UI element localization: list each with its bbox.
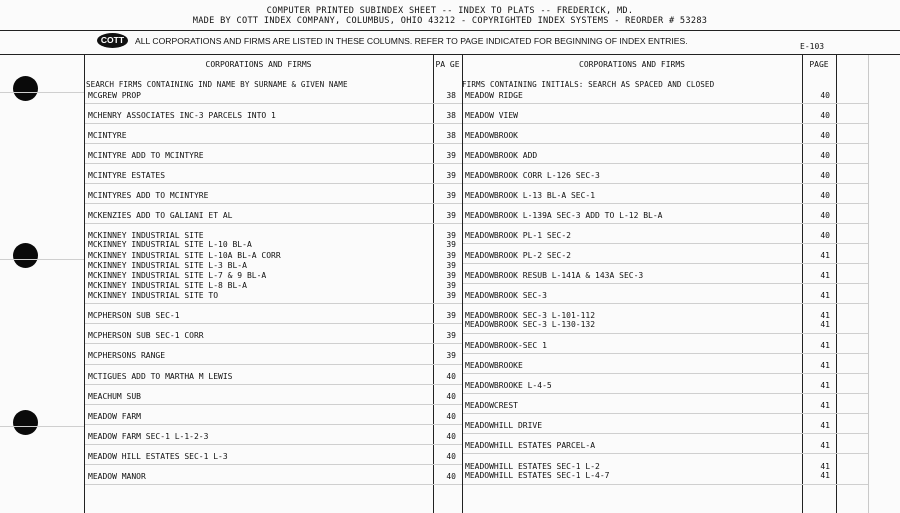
row-rule (85, 203, 462, 204)
row-rule (463, 183, 868, 184)
list-item: MEADOWBROOK L-139A SEC-3 ADD TO L-12 BL-A (465, 211, 663, 220)
right-column-heading: CORPORATIONS AND FIRMS (579, 60, 685, 69)
margin-rule (0, 92, 84, 93)
page-number: 39 (446, 261, 456, 270)
binder-hole-bottom (13, 410, 38, 435)
page-number: 40 (820, 131, 830, 140)
list-item: MEADOWBROOK SEC-3 (465, 291, 547, 300)
margin-rule (0, 426, 84, 427)
left-subheading: SEARCH FIRMS CONTAINING IND NAME BY SURNAME & GIVEN NAME (86, 80, 348, 89)
header-rule (0, 30, 900, 31)
list-item: MEADOWBROOK-SEC 1 (465, 341, 547, 350)
page-number: 39 (446, 351, 456, 360)
row-rule (85, 103, 462, 104)
row-rule (85, 484, 462, 485)
row-rule (463, 123, 868, 124)
page-number: 39 (446, 291, 456, 300)
row-rule (463, 353, 868, 354)
page-number: 40 (820, 231, 830, 240)
page-number: 41 (820, 421, 830, 430)
list-item: MEADOW FARM SEC-1 L-1-2-3 (88, 432, 209, 441)
row-rule (85, 444, 462, 445)
page-number: 40 (820, 211, 830, 220)
row-rule (463, 484, 868, 485)
row-rule (463, 163, 868, 164)
list-item: MCKINNEY INDUSTRIAL SITE L-10 BL-A (88, 240, 252, 249)
row-rule (463, 413, 868, 414)
list-item: MCKINNEY INDUSTRIAL SITE L-8 BL-A (88, 281, 247, 290)
left-column-heading: CORPORATIONS AND FIRMS (205, 60, 312, 69)
list-item: MEADOWCREST (465, 401, 518, 410)
list-item: MCINTYRES ADD TO MCINTYRE (88, 191, 209, 200)
list-item: MEADOW MANOR (88, 472, 146, 481)
page-number: 41 (820, 251, 830, 260)
row-rule (85, 303, 462, 304)
left-page-heading: PA GE (435, 60, 460, 69)
row-rule (463, 203, 868, 204)
page-number: 39 (446, 271, 456, 280)
page-number: 40 (820, 151, 830, 160)
list-item: MCKINNEY INDUSTRIAL SITE L-3 BL-A (88, 261, 247, 270)
list-item: MEADOWBROOKE L-4-5 (465, 381, 552, 390)
page-number: 39 (446, 311, 456, 320)
row-rule (463, 393, 868, 394)
row-rule (85, 123, 462, 124)
row-rule (463, 103, 868, 104)
list-item: MEADOWBROOK SEC-3 L-101-112 (465, 311, 596, 320)
list-item: MCPHERSON SUB SEC-1 CORR (88, 331, 204, 340)
list-item: MEADOWBROOKE (465, 361, 523, 370)
sheet-publisher: MADE BY COTT INDEX COMPANY, COLUMBUS, OHIO 43212 - COPYRIGHTED INDEX SYSTEMS - REORDER # 53283 (192, 16, 708, 26)
page-number: 41 (820, 271, 830, 280)
page-number: 39 (446, 171, 456, 180)
page-number: 40 (446, 412, 456, 421)
right-subheading: FIRMS CONTAINING INITIALS: SEARCH AS SPACED AND CLOSED (462, 80, 715, 89)
list-item: MCPHERSON SUB SEC-1 (88, 311, 180, 320)
list-item: MCKINNEY INDUSTRIAL SITE (88, 231, 204, 240)
list-item: MCGREW PROP (88, 91, 141, 100)
page-number: 38 (446, 111, 456, 120)
row-rule (463, 303, 868, 304)
sheet-title: COMPUTER PRINTED SUBINDEX SHEET -- INDEX TO PLATS -- FREDERICK, MD. (266, 6, 634, 16)
row-rule (85, 183, 462, 184)
list-item: MEADOWHILL DRIVE (465, 421, 543, 430)
row-rule (85, 343, 462, 344)
list-item: MCKENZIES ADD TO GALIANI ET AL (88, 211, 233, 220)
page-number: 40 (446, 372, 456, 381)
page-number: 40 (820, 171, 830, 180)
row-rule (85, 163, 462, 164)
page-number: 39 (446, 331, 456, 340)
row-rule (85, 364, 462, 365)
page-number: 38 (446, 131, 456, 140)
row-rule (85, 424, 462, 425)
list-item: MEACHUM SUB (88, 392, 141, 401)
page-number: 40 (820, 111, 830, 120)
binder-hole-top (13, 76, 38, 101)
page-number: 39 (446, 231, 456, 240)
page-number: 40 (820, 91, 830, 100)
page-number: 39 (446, 191, 456, 200)
page-number: 41 (820, 441, 830, 450)
list-item: MCKINNEY INDUSTRIAL SITE L-7 & 9 BL-A (88, 271, 267, 280)
row-rule (463, 143, 868, 144)
row-rule (463, 283, 868, 284)
binder-hole-middle (13, 243, 38, 268)
row-rule (85, 323, 462, 324)
page-number: 39 (446, 211, 456, 220)
sheet-id: E-103 (800, 42, 825, 51)
list-item: MEADOWHILL ESTATES SEC-1 L-4-7 (465, 471, 610, 480)
page-number: 41 (820, 462, 830, 471)
page-number: 41 (820, 381, 830, 390)
list-item: MEADOW VIEW (465, 111, 518, 120)
row-rule (85, 464, 462, 465)
page-number: 41 (820, 471, 830, 480)
page-number: 41 (820, 401, 830, 410)
row-rule (463, 333, 868, 334)
row-rule (463, 263, 868, 264)
margin-rule (0, 259, 84, 260)
list-item: MCINTYRE ADD TO MCINTYRE (88, 151, 204, 160)
list-item: MCINTYRE (88, 131, 127, 140)
page-number: 41 (820, 320, 830, 329)
list-item: MEADOW RIDGE (465, 91, 523, 100)
list-item: MEADOWBROOK PL-1 SEC-2 (465, 231, 571, 240)
list-item: MCKINNEY INDUSTRIAL SITE L-10A BL-A CORR (88, 251, 281, 260)
list-item: MCPHERSONS RANGE (88, 351, 166, 360)
list-item: MCTIGUES ADD TO MARTHA M LEWIS (88, 372, 233, 381)
right-margin-rule (868, 55, 869, 513)
list-item: MEADOWBROOK CORR L-126 SEC-3 (465, 171, 600, 180)
row-rule (85, 223, 462, 224)
page-number: 39 (446, 240, 456, 249)
list-item: MCKINNEY INDUSTRIAL SITE TO (88, 291, 219, 300)
right-page-heading: PAGE (809, 60, 829, 69)
list-item: MEADOWBROOK ADD (465, 151, 538, 160)
page-number: 41 (820, 311, 830, 320)
list-item: MEADOWBROOK (465, 131, 518, 140)
page-number: 40 (446, 432, 456, 441)
sheet-notice: ALL CORPORATIONS AND FIRMS ARE LISTED IN THESE COLUMNS. REFER TO PAGE INDICATED FOR BEGINNING OF INDEX ENTRIES. (135, 36, 688, 46)
row-rule (85, 404, 462, 405)
row-rule (85, 143, 462, 144)
table-top-rule (0, 54, 900, 55)
row-rule (463, 223, 868, 224)
list-item: MEADOWBROOK L-13 BL-A SEC-1 (465, 191, 596, 200)
row-rule (85, 384, 462, 385)
page-number: 40 (446, 472, 456, 481)
row-rule (463, 433, 868, 434)
page-number: 41 (820, 341, 830, 350)
list-item: MEADOW HILL ESTATES SEC-1 L-3 (88, 452, 228, 461)
list-item: MEADOWBROOK SEC-3 L-130-132 (465, 320, 596, 329)
row-rule (463, 243, 868, 244)
page-number: 38 (446, 91, 456, 100)
page-number: 40 (820, 191, 830, 200)
list-item: MEADOWHILL ESTATES SEC-1 L-2 (465, 462, 600, 471)
page-number: 40 (446, 452, 456, 461)
page-number: 39 (446, 281, 456, 290)
row-rule (463, 373, 868, 374)
list-item: MEADOWBROOK PL-2 SEC-2 (465, 251, 571, 260)
page-number: 41 (820, 291, 830, 300)
list-item: MCINTYRE ESTATES (88, 171, 166, 180)
page-number: 40 (446, 392, 456, 401)
list-item: MEADOWHILL ESTATES PARCEL-A (465, 441, 596, 450)
page-number: 39 (446, 151, 456, 160)
list-item: MEADOW FARM (88, 412, 141, 421)
page-number: 41 (820, 361, 830, 370)
cott-logo: COTT (97, 33, 128, 48)
page-number: 39 (446, 251, 456, 260)
list-item: MEADOWBROOK RESUB L-141A & 143A SEC-3 (465, 271, 644, 280)
list-item: MCHENRY ASSOCIATES INC-3 PARCELS INTO 1 (88, 111, 276, 120)
row-rule (463, 453, 868, 454)
